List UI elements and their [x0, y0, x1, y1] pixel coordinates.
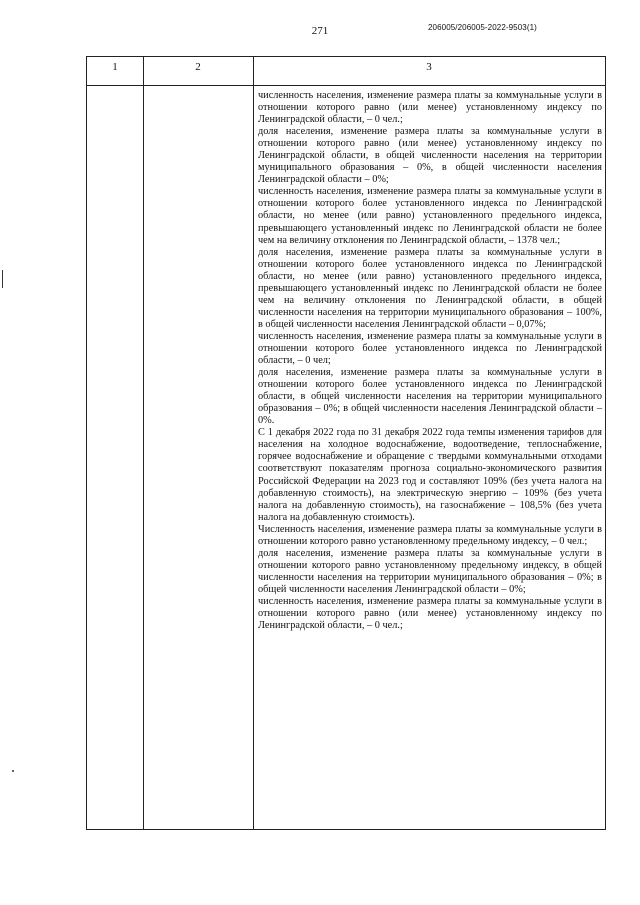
column-divider-2 [253, 57, 254, 829]
paragraph: С 1 декабря 2022 года по 31 декабря 2022 года темпы изменения тарифов для населения на холодное водоснабжение, водоотведение, теплоснабжение, горячее водоснабжение и обращение с твердыми коммунальными отходами соответствуют показателям прогноза социально-экономического развития Российской Федерации на 2023 год и составляют 109% (без учета налога на добавленную стоимость), на электрическую энергию – 109% (без учета налога на добавленную стоимость), на газоснабжение – 108,5% (без учета налога на добавленную стоимость). [258, 427, 602, 523]
paragraph: доля населения, изменение размера платы за коммунальные услуги в отношении которого более установленного индекса по Ленинградской области, но менее (или равно) установленного предельного индекса, превышающего установленный индекс по Ленинградской области не более чем на величину отклонения по Ленинградской области, в общей численности населения на территории муниципального образования – 100%, в общей численности населения Ленинградской области – 0,07%; [258, 246, 602, 330]
paragraph: Численность населения, изменение размера платы за коммунальные услуги в отношении которого равно установленному предельному индексу, – 0 чел.; [258, 523, 602, 547]
document-code: 206005/206005-2022-9503(1) [428, 23, 537, 32]
content-table [86, 56, 606, 830]
paragraph: численность населения, изменение размера платы за коммунальные услуги в отношении которого более установленного индекса по Ленинградской области, но менее (или равно) установленного предельного индекса, превышающего установленный индекс по Ленинградской области не более чем на величину отклонения по Ленинградской области, – 1378 чел.; [258, 186, 602, 246]
column-header-3: 3 [426, 61, 432, 73]
paragraph: доля населения, изменение размера платы за коммунальные услуги в отношении которого равно (или менее) установленному индексу по Ленинградской области, в общей численности населения на территории муниципального образования – 0%, в общей численности населения Ленинградской области – 0%; [258, 126, 602, 186]
paragraph: численность населения, изменение размера платы за коммунальные услуги в отношении которого равно (или менее) установленному индексу по Ленинградской области, – 0 чел.; [258, 595, 602, 632]
paragraph: доля населения, изменение размера платы за коммунальные услуги в отношении которого более установленного индекса по Ленинградской области, в общей численности населения на территории муниципального образования – 0%; в общей численности населения Ленинградской области – 0%. [258, 367, 602, 427]
column-divider-1 [143, 57, 144, 829]
paragraph: численность населения, изменение размера платы за коммунальные услуги в отношении которого более установленного индекса по Ленинградской области, – 0 чел; [258, 330, 602, 367]
column-header-2: 2 [195, 61, 201, 73]
scan-edge-mark [2, 270, 3, 288]
column-header-1: 1 [112, 61, 118, 73]
page-number: 271 [311, 25, 329, 37]
paragraph: численность населения, изменение размера платы за коммунальные услуги в отношении которого равно (или менее) установленному индексу по Ленинградской области, – 0 чел.; [258, 90, 602, 126]
scan-speck [12, 770, 14, 772]
header-row-divider [87, 85, 605, 86]
column-3-text [258, 90, 602, 632]
paragraph: доля населения, изменение размера платы за коммунальные услуги в отношении которого равно установленному предельному индексу, в общей численности населения на территории муниципального образования – 0%; в общей численности населения Ленинградской области – 0%; [258, 547, 602, 595]
